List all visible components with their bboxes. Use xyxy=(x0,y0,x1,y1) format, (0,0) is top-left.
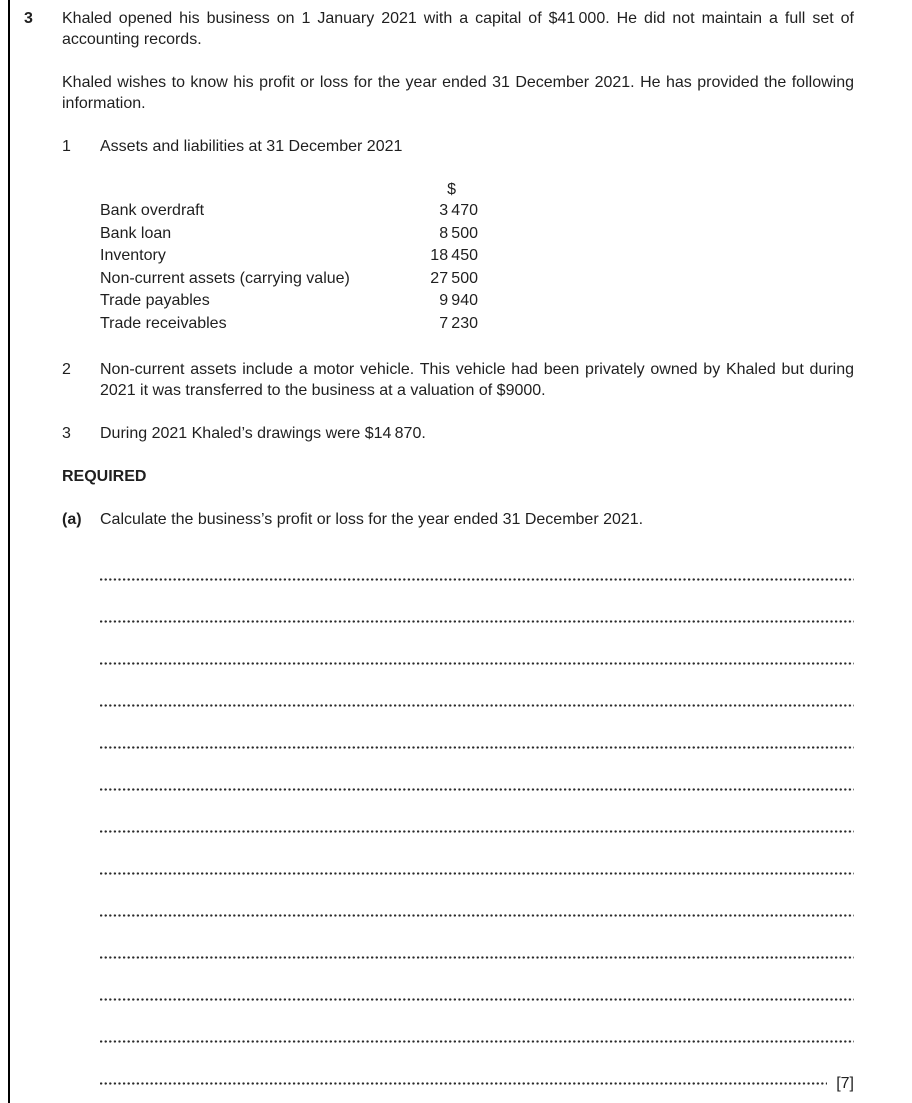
answer-line-with-marks xyxy=(100,1050,854,1092)
dotted-rule xyxy=(100,578,854,581)
answer-area[interactable] xyxy=(100,546,854,1092)
answer-line xyxy=(100,630,854,672)
part-a xyxy=(62,509,854,530)
answer-line xyxy=(100,1008,854,1050)
dotted-rule xyxy=(100,956,854,959)
table-row xyxy=(100,245,478,268)
dotted-rule xyxy=(100,1082,827,1085)
question-body xyxy=(62,8,854,1092)
table-row xyxy=(100,268,478,291)
question-block xyxy=(24,8,854,1092)
item-1-number: 1 xyxy=(62,138,71,155)
answer-line xyxy=(100,588,854,630)
question-number: 3 xyxy=(24,10,33,27)
table-row xyxy=(100,223,478,246)
dotted-rule xyxy=(100,788,854,791)
dotted-rule xyxy=(100,746,854,749)
assets-liabilities-table xyxy=(100,179,478,335)
intro-paragraph-2: Khaled wishes to know his profit or loss for the year ended 31 December 2021. He has provided the following information. xyxy=(62,74,854,112)
dotted-rule xyxy=(100,830,854,833)
required-heading: REQUIRED xyxy=(62,468,147,485)
row-value: 7 230 xyxy=(439,314,478,332)
answer-line xyxy=(100,882,854,924)
row-label: Non-current assets (carrying value) xyxy=(100,269,350,287)
row-value: 18 450 xyxy=(430,247,478,264)
table-header-row xyxy=(100,179,478,200)
row-label: Bank overdraft xyxy=(100,202,205,219)
row-label: Bank loan xyxy=(100,224,172,242)
dotted-rule xyxy=(100,620,854,623)
answer-line xyxy=(100,672,854,714)
row-value: 27 500 xyxy=(430,269,478,287)
item-1-text: Assets and liabilities at 31 December 2021 xyxy=(100,138,403,155)
row-label: Inventory xyxy=(100,247,166,264)
item-3 xyxy=(62,423,854,444)
dotted-rule xyxy=(100,662,854,665)
item-3-number: 3 xyxy=(62,425,71,442)
row-label: Trade receivables xyxy=(100,314,227,332)
answer-line xyxy=(100,966,854,1008)
answer-line xyxy=(100,840,854,882)
row-label: Trade payables xyxy=(100,292,210,309)
part-a-label: (a) xyxy=(62,511,82,528)
answer-line xyxy=(100,798,854,840)
row-value: 8 500 xyxy=(439,224,478,242)
table-row xyxy=(100,200,478,223)
dotted-rule xyxy=(100,704,854,707)
currency-header: $ xyxy=(447,181,456,198)
answer-line xyxy=(100,924,854,966)
item-2-text: Non-current assets include a motor vehicle. This vehicle had been privately owned by Khaled but during 2021 it was transferred to the business at a valuation of $9000. xyxy=(100,361,854,399)
dotted-rule xyxy=(100,872,854,875)
part-a-text: Calculate the business’s profit or loss for the year ended 31 December 2021. xyxy=(100,511,644,528)
table-row xyxy=(100,313,478,336)
row-value: 3 470 xyxy=(439,202,478,219)
dotted-rule xyxy=(100,998,854,1001)
intro-paragraph-1: Khaled opened his business on 1 January 2021 with a capital of $41 000. He did not maintain a full set of accounting records. xyxy=(62,10,854,48)
dotted-rule xyxy=(100,914,854,917)
item-2-number: 2 xyxy=(62,361,71,378)
answer-line xyxy=(100,756,854,798)
dotted-rule xyxy=(100,1040,854,1043)
table-row xyxy=(100,290,478,313)
item-3-text: During 2021 Khaled’s drawings were $14 870. xyxy=(100,425,426,442)
row-value: 9 940 xyxy=(439,292,478,309)
table-header-spacer xyxy=(100,179,383,200)
item-2 xyxy=(62,359,854,401)
marks-badge: [7] xyxy=(836,1075,854,1092)
answer-line xyxy=(100,546,854,588)
item-1 xyxy=(62,136,854,157)
answer-line xyxy=(100,714,854,756)
